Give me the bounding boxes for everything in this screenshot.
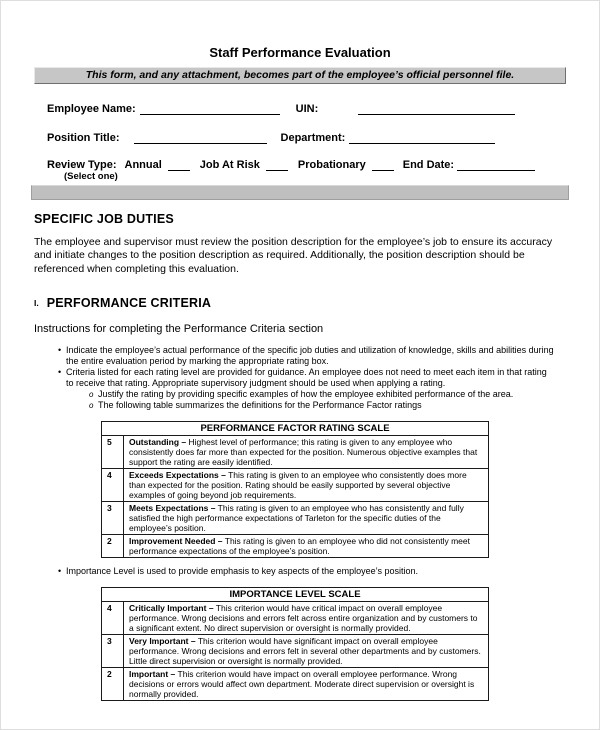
- section-divider-bar: [31, 185, 569, 200]
- probationary-blank[interactable]: [372, 158, 394, 171]
- rating-description: [124, 535, 489, 558]
- performance-criteria-heading: [34, 295, 566, 311]
- table-row: [102, 668, 489, 701]
- table-header-row: [102, 588, 489, 602]
- annual-blank[interactable]: [168, 158, 190, 171]
- review-option-job-at-risk: Job At Risk: [199, 159, 260, 171]
- bullet-item: • Criteria listed for each rating level are provided for guidance. An employee does not need to meet each item in that rating to receive that rating. Appropriate supervisory judgment should be used when applying a rating.: [34, 367, 566, 389]
- review-option-probationary: Probationary: [297, 159, 366, 171]
- position-title-row: [47, 128, 566, 144]
- page-title: Staff Performance Evaluation: [209, 45, 391, 60]
- review-option-annual: Annual: [124, 159, 162, 171]
- table-row: [102, 535, 489, 558]
- importance-description: [124, 668, 489, 701]
- rating-text: This rating is given to an employee who consistently does more than expected for the position. Rating should be easily supported by several objective examples of going beyond job requirements.: [129, 470, 467, 501]
- table-row: [102, 635, 489, 668]
- table-header-row: [102, 422, 489, 436]
- rating-text: This rating is given to an employee who has consistently and fully satisfied the high performance expectations of Tarleton for the specific duties of the employee’s position.: [129, 503, 464, 534]
- header-fields: [34, 99, 566, 182]
- table-row: [102, 602, 489, 635]
- rating-description: [124, 502, 489, 535]
- job-at-risk-blank[interactable]: [266, 158, 288, 171]
- importance-term: Very Important –: [129, 636, 196, 647]
- rating-level: 3: [102, 502, 124, 535]
- job-duties-heading: SPECIFIC JOB DUTIES: [34, 212, 174, 226]
- rating-description: [124, 469, 489, 502]
- rating-text: This rating is given to an employee who did not consistently meet performance expectations of the employee’s position.: [129, 536, 470, 557]
- uin-blank[interactable]: [358, 102, 515, 115]
- rating-text: Highest level of performance; this rating is given to any employee who consistently does far more than expected for the position. Numerous objective examples that support the rating are easily identified.: [129, 437, 478, 468]
- bullet-item: • Importance Level is used to provide emphasis to key aspects of the employee’s position.: [34, 566, 566, 577]
- importance-level: 2: [102, 668, 124, 701]
- importance-level-scale-table: [101, 587, 489, 701]
- personnel-file-banner: This form, and any attachment, becomes part of the employee’s official personnel file.: [34, 67, 566, 84]
- performance-criteria-title: PERFORMANCE CRITERIA: [46, 296, 212, 311]
- select-one-note: (Select one): [64, 171, 118, 182]
- job-duties-body: The employee and supervisor must review the position description for the employee’s job to ensure its accuracy and initiate changes to the position description as required. Additionally, the position description should be referenced when completing this evaluation.: [34, 236, 553, 275]
- bullet-item: • Indicate the employee’s actual performance of the specific job duties and utilization of knowledge, skills and abilities during the entire evaluation period by marking the appropriate rating box.: [34, 345, 566, 367]
- employee-name-label: Employee Name:: [47, 103, 136, 115]
- review-type-label: Review Type:: [47, 159, 117, 171]
- table-title: IMPORTANCE LEVEL SCALE: [102, 588, 489, 602]
- position-title-label: Position Title:: [47, 132, 120, 144]
- performance-factor-rating-scale-table: [101, 421, 489, 558]
- importance-term: Important –: [129, 669, 176, 680]
- table-row: [102, 502, 489, 535]
- section-numeral: I.: [34, 298, 39, 309]
- importance-term: Critically Important –: [129, 603, 214, 614]
- sub-bullet-item: o The following table summarizes the definitions for the Performance Factor ratings: [34, 400, 566, 411]
- instructions-line: Instructions for completing the Performance Criteria section: [34, 323, 324, 336]
- importance-text: This criterion would have significant impact on overall employee performance. Wrong decisions and errors felt in several other departments and by customers. Little direct supervision or oversight is normally provided.: [129, 636, 481, 667]
- rating-term: Outstanding –: [129, 437, 187, 448]
- rating-level: 2: [102, 535, 124, 558]
- rating-level: 4: [102, 469, 124, 502]
- department-blank[interactable]: [349, 131, 495, 144]
- uin-label: UIN:: [295, 103, 319, 115]
- importance-level-note: [34, 566, 566, 577]
- end-date-blank[interactable]: [457, 158, 535, 171]
- rating-description: [124, 436, 489, 469]
- table-row: [102, 469, 489, 502]
- department-label: Department:: [280, 132, 346, 144]
- rating-term: Exceeds Expectations –: [129, 470, 226, 481]
- table-title: PERFORMANCE FACTOR RATING SCALE: [102, 422, 489, 436]
- rating-level: 5: [102, 436, 124, 469]
- importance-text: This criterion would have impact on overall employee performance. Wrong decisions or errors would affect own department. Moderate direct supervision or oversight is normally provided.: [129, 669, 475, 700]
- instructions-bullets: [34, 345, 566, 411]
- sub-bullet-item: o Justify the rating by providing specific examples of how the employee exhibited performance of the area.: [34, 389, 566, 400]
- end-date-label: End Date:: [402, 159, 455, 171]
- importance-text: This criterion would have critical impact on overall employee performance. Wrong decisions and errors felt across entire organization and by customers to a significant extent. No direct supervision or oversight is normally provided.: [129, 603, 478, 634]
- importance-description: [124, 602, 489, 635]
- position-title-blank[interactable]: [134, 131, 267, 144]
- rating-term: Meets Expectations –: [129, 503, 216, 514]
- table-row: [102, 436, 489, 469]
- importance-level: 4: [102, 602, 124, 635]
- review-type-row: [47, 156, 566, 171]
- rating-term: Improvement Needed –: [129, 536, 223, 547]
- importance-level: 3: [102, 635, 124, 668]
- importance-description: [124, 635, 489, 668]
- employee-name-blank[interactable]: [140, 102, 280, 115]
- employee-name-row: [47, 99, 566, 115]
